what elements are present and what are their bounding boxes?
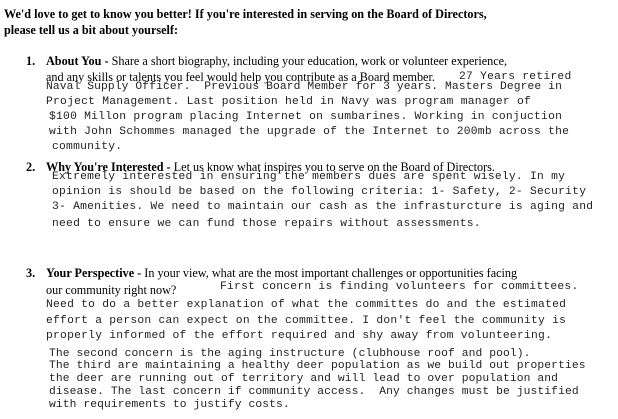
answer-3-line-8: disease. The last concern if community access. Any changes must be justified — [49, 386, 579, 398]
answer-3-line-7: the deer are running out of territory and will lead to over population and — [49, 373, 559, 385]
question-1-prompt-line-2: and any skills or talents you feel would help you contribute as a Board member. — [46, 70, 435, 84]
answer-3-line-4: properly informed of the effort required and shy away from volunteering. — [46, 330, 553, 342]
question-1-prompt-line-1: Share a short biography, including your education, work or volunteer experience, — [108, 54, 508, 68]
question-3-title: Your Perspective - — [46, 266, 142, 280]
question-3-prompt-line-1: In your view, what are the most important challenges or opportunities facing — [141, 266, 518, 280]
intro-line-1: We'd love to get to know you better! If you're interested in serving on the Board of Directors, — [4, 7, 487, 21]
answer-2-line-1: Extremely interested in ensuring the members dues are spent wisely. In my — [52, 171, 566, 183]
question-2-number: 2. — [26, 160, 36, 174]
answer-1-line-1: 27 Years retired — [459, 71, 572, 83]
answer-3-line-3: effort a person can expect on the committee. I don't feel the community is — [46, 315, 567, 327]
question-1-title: About You - — [46, 54, 109, 68]
question-1-prompt — [46, 54, 507, 69]
answer-1-line-3: Project Management. Last position held in Navy was program manager of — [46, 96, 532, 108]
answer-3-line-9: with requirements to justify costs. — [49, 399, 290, 411]
intro-line-2: please tell us a bit about yourself: — [4, 23, 179, 37]
question-3-prompt-line-2: our community right now? — [46, 283, 177, 297]
answer-3-line-2: Need to do a better explanation of what the committes do and the estimated — [46, 299, 567, 311]
question-3-prompt — [46, 266, 517, 281]
answer-1-line-5: with John Schommes managed the upgrade of the Internet to 200mb across the — [49, 126, 570, 138]
answer-3-line-1: First concern is finding volunteers for committees. — [220, 281, 579, 293]
answer-1-line-4: $100 Millon program placing Internet on sumbarines. Working in conjuction — [49, 111, 563, 123]
answer-2-line-2: opinion is should be based on the following criteria: 1- Safety, 2- Security — [52, 186, 587, 198]
answer-1-line-6: community. — [52, 141, 123, 153]
question-3-number: 3. — [26, 266, 36, 280]
answer-3-line-6: The third are maintaining a healthy deer population as we build out properties — [49, 360, 586, 372]
question-1-number: 1. — [26, 54, 36, 68]
answer-2-line-3: 3- Amenities. We need to maintain our cash as the infrasturcture is aging and — [52, 201, 594, 213]
answer-1-line-2: Naval Supply Officer. Previous Board Member for 3 years. Masters Degree in — [46, 81, 562, 93]
question-2-title: Why You're Interested - — [46, 160, 171, 174]
answer-3-line-5: The second concern is the aging instructure (clubhouse roof and pool). — [49, 348, 531, 360]
question-2-prompt-line-1: Let us know what inspires you to serve on the Board of Directors. — [170, 160, 495, 174]
answer-2-line-4: need to ensure we can fund those repairs without assessments. — [52, 218, 481, 230]
